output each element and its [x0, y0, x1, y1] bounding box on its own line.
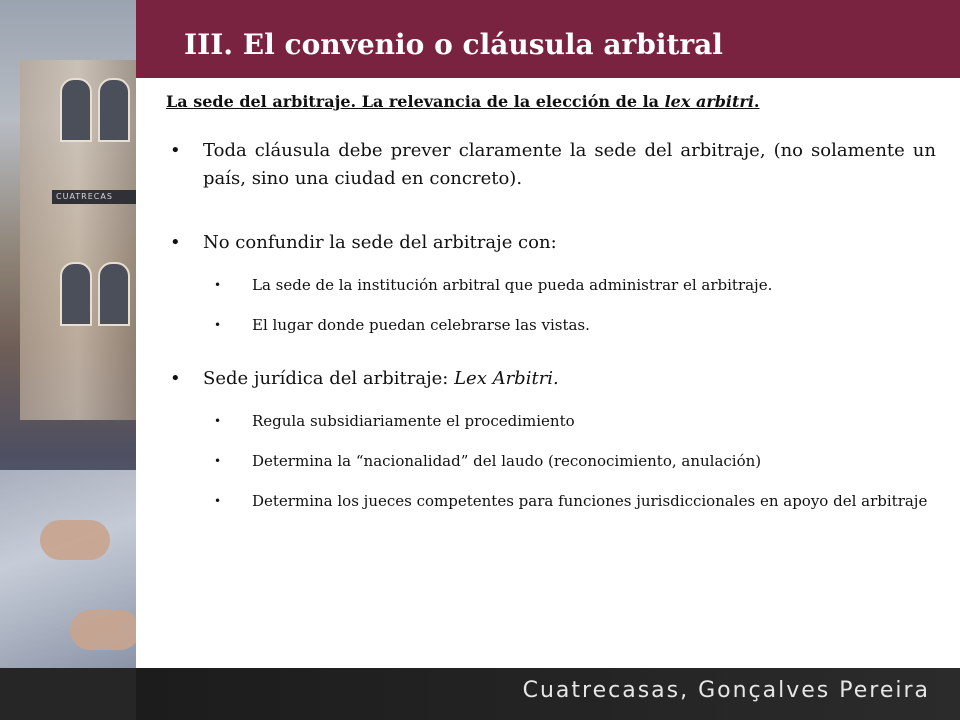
- subtitle-emphasis: lex arbitri: [664, 92, 754, 111]
- sub-bullet-text: Regula subsidiariamente el procedimiento: [252, 412, 575, 430]
- brand-logo-text: Cuatrecasas, Gonçalves Pereira: [522, 678, 930, 703]
- hand: [40, 520, 110, 560]
- bullet-text: Toda cláusula debe prever claramente la sede del arbitraje, (no solamente un país, sino una ciudad en concreto).: [203, 140, 936, 189]
- building-window: [60, 78, 92, 142]
- section-subtitle: [166, 92, 936, 111]
- subtitle-suffix: .: [753, 92, 760, 111]
- footer-left-block: [0, 668, 136, 720]
- sub-bullet-item: [214, 273, 936, 297]
- sub-bullet-text: Determina los jueces competentes para funciones jurisdiccionales en apoyo del arbitraje: [252, 492, 928, 510]
- building-window: [98, 78, 130, 142]
- building-window: [98, 262, 130, 326]
- slide-title: III. El convenio o cláusula arbitral: [184, 28, 723, 61]
- building-sign: CUATRECAS: [52, 190, 136, 204]
- building-window: [60, 262, 92, 326]
- slide-content: [166, 92, 936, 513]
- bullet-emphasis: Lex Arbitri.: [454, 368, 559, 389]
- bullet-item: [166, 365, 936, 393]
- bullet-text: No confundir la sede del arbitraje con:: [203, 232, 557, 253]
- sub-bullet-item: [214, 409, 936, 433]
- subtitle-text: La sede del arbitraje. La relevancia de la elección de la: [166, 92, 665, 111]
- hand: [70, 610, 136, 650]
- sub-bullet-text: La sede de la institución arbitral que pueda administrar el arbitraje.: [252, 276, 773, 294]
- sub-bullet-item: [214, 313, 936, 337]
- bullet-item: [166, 229, 936, 257]
- sub-bullet-text: Determina la “nacionalidad” del laudo (reconocimiento, anulación): [252, 452, 762, 470]
- sub-bullet-text: El lugar donde puedan celebrarse las vistas.: [252, 316, 590, 334]
- bullet-item: [166, 137, 936, 193]
- sub-bullet-item: [214, 449, 936, 473]
- sub-bullet-item: [214, 489, 936, 513]
- bullet-text: Sede jurídica del arbitraje:: [203, 368, 455, 389]
- side-photo: [0, 0, 136, 668]
